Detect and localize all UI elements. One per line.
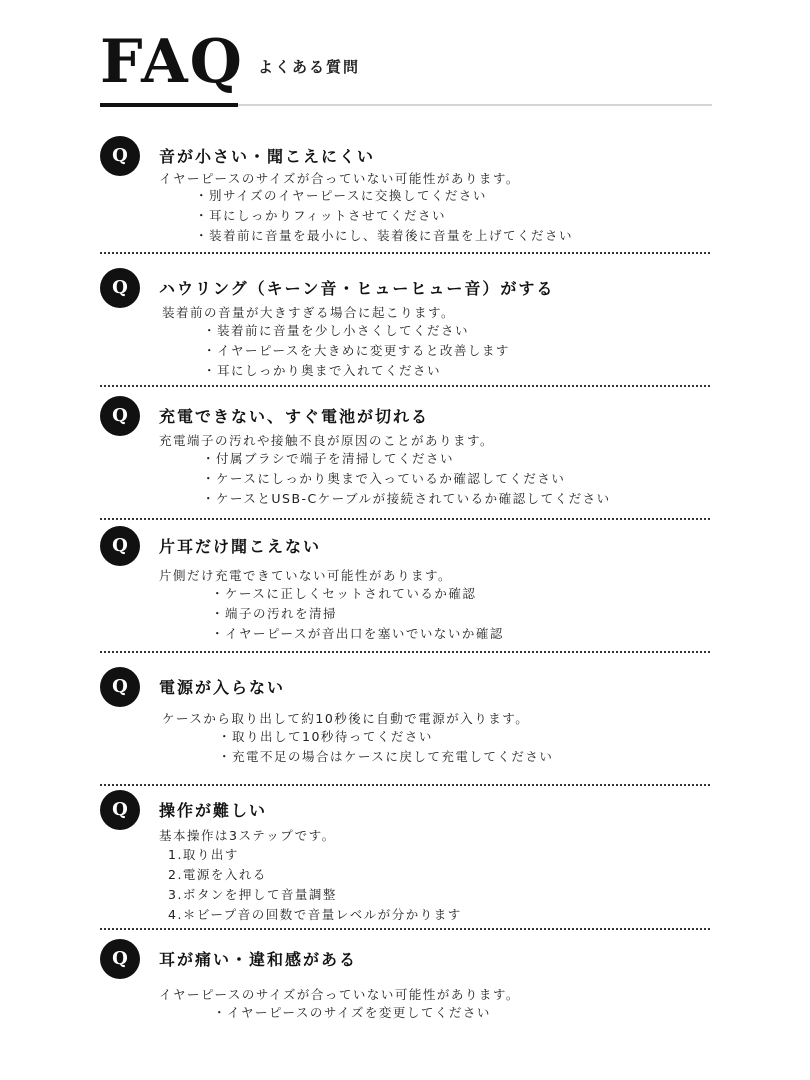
faq-bullet: ・耳にしっかり奥まで入れてください	[203, 363, 442, 378]
faq-question: 充電できない、すぐ電池が切れる	[159, 407, 430, 426]
faq-answer: 基本操作は3ステップです。	[159, 828, 336, 843]
faq-bullet-list	[195, 186, 573, 246]
q-badge-icon: Q	[100, 667, 140, 707]
faq-bullet: ・イヤーピースを大きめに変更すると改善します	[203, 343, 510, 358]
faq-step: 4.＊ビープ音の回数で音量レベルが分かります	[168, 907, 462, 922]
faq-bullet: ・端子の汚れを清掃	[211, 606, 338, 621]
dotted-divider	[100, 784, 710, 786]
faq-bullet-list	[168, 845, 462, 925]
faq-answer: イヤーピースのサイズが合っていない可能性があります。	[159, 171, 520, 186]
faq-bullet-list	[211, 584, 504, 644]
faq-step: 3.ボタンを押して音量調整	[168, 887, 337, 902]
faq-bullet-list	[213, 1003, 491, 1023]
faq-answer: ケースから取り出して約10秒後に自動で電源が入ります。	[162, 711, 530, 726]
dotted-divider	[100, 651, 710, 653]
dotted-divider	[100, 385, 710, 387]
faq-bullet: ・ケースに正しくセットされているか確認	[211, 586, 477, 601]
q-badge-icon: Q	[100, 790, 140, 830]
faq-question: 操作が難しい	[159, 801, 268, 820]
dotted-divider	[100, 518, 710, 520]
faq-bullet-list	[203, 321, 510, 381]
q-badge-icon: Q	[100, 396, 140, 436]
faq-bullet: ・ケースにしっかり奥まで入っているか確認してください	[202, 471, 566, 486]
faq-answer: 装着前の音量が大きすぎる場合に起こります。	[162, 305, 456, 320]
q-badge-icon: Q	[100, 136, 140, 176]
faq-question: ハウリング（キーン音・ヒューヒュー音）がする	[159, 279, 555, 298]
q-badge-icon: Q	[100, 939, 140, 979]
dotted-divider	[100, 252, 710, 254]
faq-step: 1.取り出す	[168, 847, 239, 862]
faq-question: 音が小さい・聞こえにくい	[159, 147, 376, 166]
faq-bullet: ・別サイズのイヤーピースに交換してください	[195, 188, 487, 203]
page-title: FAQ	[100, 27, 244, 97]
faq-answer: 充電端子の汚れや接触不良が原因のことがあります。	[159, 433, 495, 448]
faq-answer: 片側だけ充電できていない可能性があります。	[159, 568, 453, 583]
faq-bullet: ・イヤーピースが音出口を塞いでいないか確認	[211, 626, 504, 641]
faq-header	[100, 26, 712, 110]
faq-bullet-list	[202, 449, 611, 509]
faq-question: 電源が入らない	[159, 678, 286, 697]
faq-bullet: ・ケースとUSB-Cケーブルが接続されているか確認してください	[202, 491, 611, 506]
faq-bullet: ・充電不足の場合はケースに戻して充電してください	[218, 749, 554, 764]
faq-question: 耳が痛い・違和感がある	[159, 950, 358, 969]
faq-bullet: ・装着前に音量を最小にし、装着後に音量を上げてください	[195, 228, 574, 243]
faq-bullet: ・耳にしっかりフィットさせてください	[195, 208, 447, 223]
faq-answer: イヤーピースのサイズが合っていない可能性があります。	[159, 987, 520, 1002]
page-subtitle: よくある質問	[258, 58, 361, 76]
header-underline-accent	[100, 103, 238, 107]
q-badge-icon: Q	[100, 526, 140, 566]
faq-question: 片耳だけ聞こえない	[159, 537, 322, 556]
faq-bullet: ・付属ブラシで端子を清掃してください	[202, 451, 455, 466]
faq-step: 2.電源を入れる	[168, 867, 267, 882]
faq-bullet: ・取り出して10秒待ってください	[218, 729, 433, 744]
faq-bullet: ・イヤーピースのサイズを変更してください	[213, 1005, 491, 1020]
dotted-divider	[100, 928, 710, 930]
faq-bullet-list	[218, 727, 553, 767]
q-badge-icon: Q	[100, 268, 140, 308]
faq-bullet: ・装着前に音量を少し小さくしてください	[203, 323, 470, 338]
